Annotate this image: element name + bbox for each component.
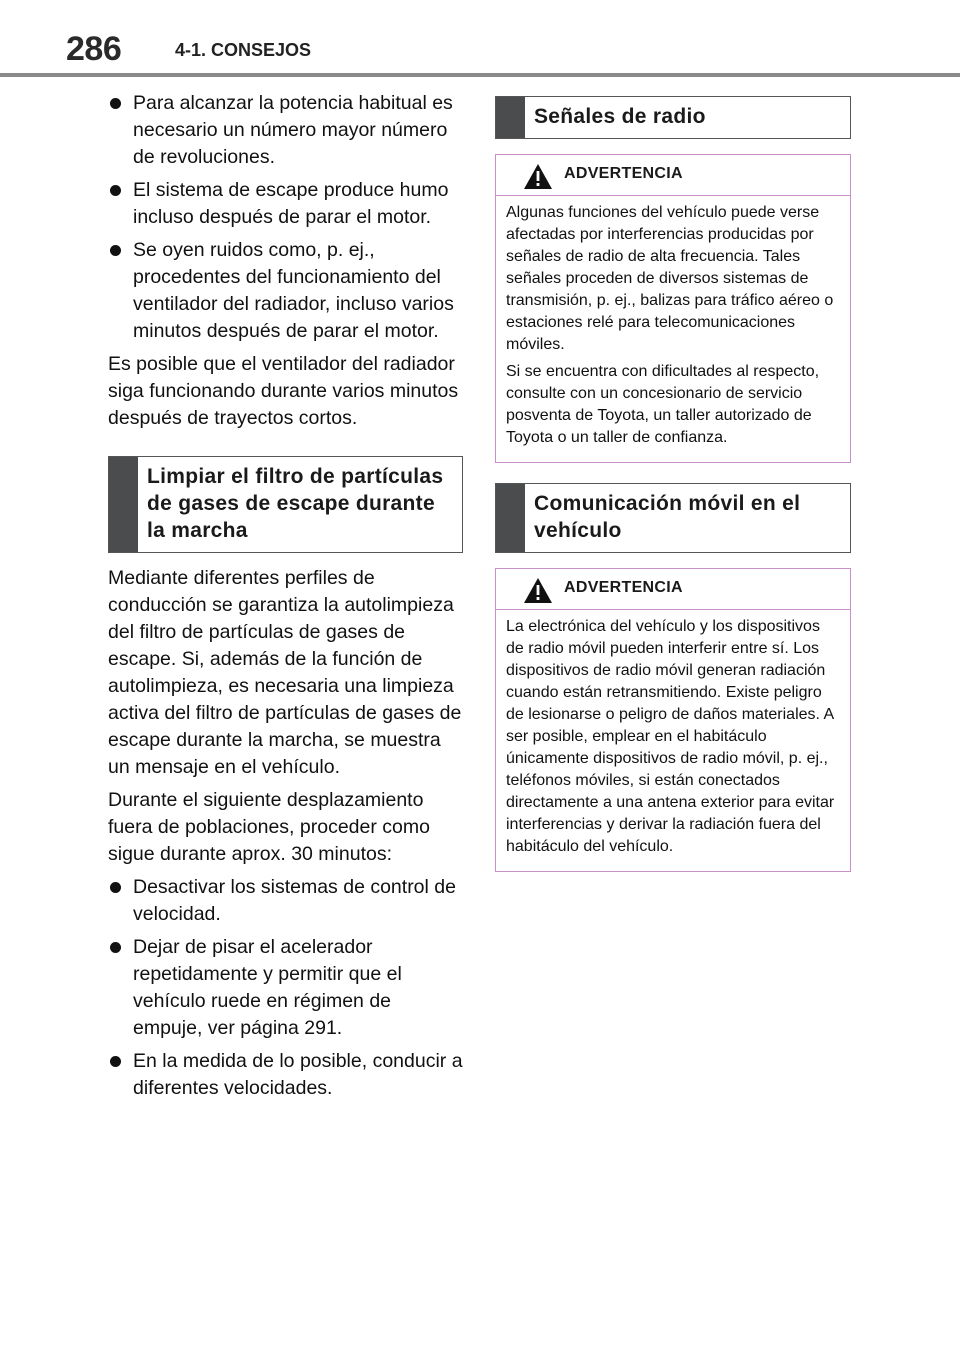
right-column [495,96,851,872]
heading-text: Limpiar el filtro de partículas de gases de escape durante la marcha [147,465,444,542]
paragraph-self-cleaning: Mediante diferentes perfiles de conducción se garantiza la autolimpieza del filtro de partículas de gases de escape. Si, además de la función de autolimpieza, es necesaria una limpieza activa del filtro de partículas de gases de escape durante la marcha, se muestra un mensaje en el vehículo. [108,567,462,778]
warning-body [496,196,850,462]
heading-bar [496,97,525,138]
warning-paragraph: Algunas funciones del vehículo puede verse afectadas por interferencias producidas por señales de radio de alta frecuencia. Tales señales proceden de diversos sistemas de transmisión, p. ej., balizas para tráfico aéreo o estaciones relé para telecomunicaciones móviles. [506,204,834,353]
section-heading-radio [495,96,851,139]
section-heading-mobile [495,483,851,553]
warning-paragraph: La electrónica del vehículo y los dispositivos de radio móvil pueden interferir entre sí. Los dispositivos de radio móvil generan radiación cuando están retransmitiendo. Existe peligro de lesionarse o peligro de daños materiales. A ser posible, emplear en el habitáculo únicamente dispositivos de radio móvil, p. ej., teléfonos móviles, si están conectados directamente a una antena exterior para evitar interferencias y derivar la radiación fuera del habitáculo del vehículo. [506,618,835,855]
warning-triangle-icon [523,577,553,604]
warning-title: ADVERTENCIA [564,165,683,182]
section-heading-filter [108,456,463,553]
bullet-dot-icon [110,98,121,109]
page-header [0,0,960,78]
paragraph-procedure: Durante el siguiente desplazamiento fuera de poblaciones, proceder como sigue durante aprox. 30 minutos: [108,789,430,865]
heading-bar [109,457,138,552]
list-item: En la medida de lo posible, conducir a diferentes velocidades. [108,1048,463,1102]
bullet-dot-icon [110,882,121,893]
warning-title: ADVERTENCIA [564,579,683,596]
warning-box-radio [495,154,851,463]
section-label: 4-1. CONSEJOS [175,40,312,60]
list-item: Se oyen ruidos como, p. ej., procedentes del funcionamiento del ventilador del radiador, incluso varios minutos después de parar el motor. [108,237,463,345]
bullet-dot-icon [110,942,121,953]
bullet-list-top [108,90,463,345]
warning-header [496,569,850,610]
warning-box-mobile [495,568,851,872]
warning-paragraph: Si se encuentra con dificultades al respecto, consulte con un concesionario de servicio posventa de Toyota, un taller autorizado de Toyota o un taller de confianza. [506,363,820,446]
warning-triangle-icon [523,163,553,190]
bullet-dot-icon [110,1056,121,1067]
paragraph-fan: Es posible que el ventilador del radiador siga funcionando durante varios minutos después de trayectos cortos. [108,353,459,429]
bullet-dot-icon [110,185,121,196]
heading-bar [496,484,525,552]
header-rule [0,73,960,77]
bullet-list-bottom [108,874,463,1102]
warning-body [496,610,850,871]
heading-text: Señales de radio [534,105,706,128]
warning-header [496,155,850,196]
list-item: Desactivar los sistemas de control de velocidad. [108,874,463,928]
bullet-dot-icon [110,245,121,256]
heading-text: Comunicación móvil en el vehículo [534,492,801,542]
list-item: Para alcanzar la potencia habitual es necesario un número mayor número de revoluciones. [108,90,463,171]
page-number: 286 [66,30,122,68]
list-item: El sistema de escape produce humo incluso después de parar el motor. [108,177,463,231]
left-column [108,90,463,1108]
list-item: Dejar de pisar el acelerador repetidamente y permitir que el vehículo ruede en régimen de empuje, ver página 291. [108,934,463,1042]
